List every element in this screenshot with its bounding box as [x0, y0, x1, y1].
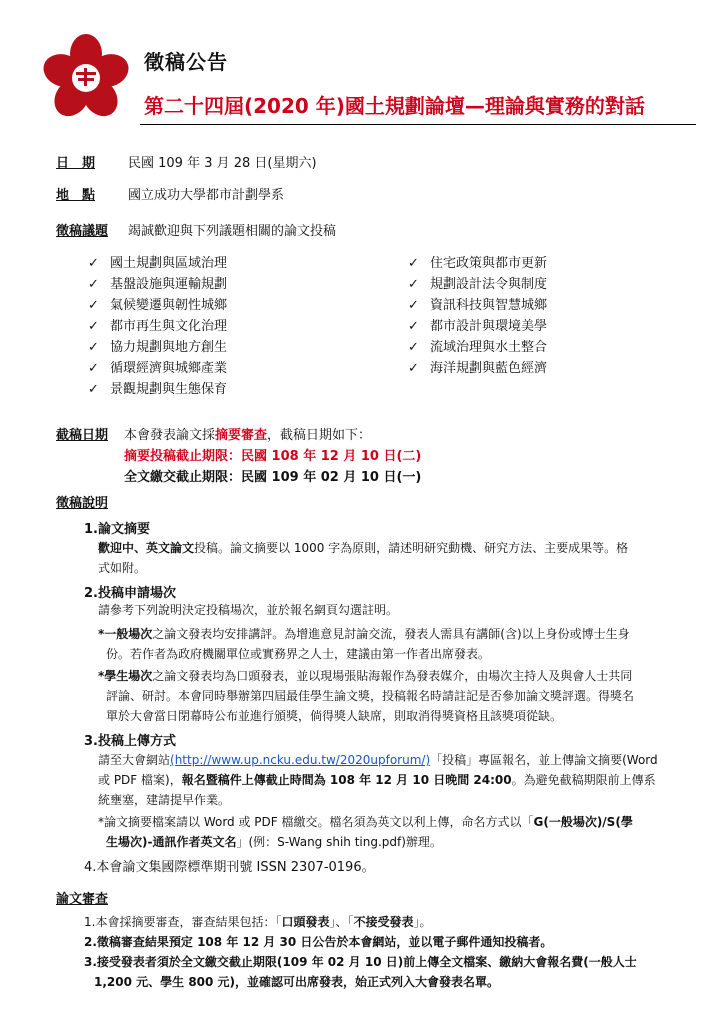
fulltext-deadline: 全文繳交截止期限：民國 109 年 02 月 10 日(一) [124, 470, 422, 485]
check-icon: ✓ [408, 277, 419, 292]
topic-item: ✓ 氣候變遷與韌性城鄉 [88, 298, 228, 313]
topic-item: ✓ 景觀規劃與生態保育 [88, 382, 228, 397]
check-icon: ✓ [408, 361, 419, 376]
forum-title: 第二十四屆(2020 年)國土規劃論壇—理論與實務的對話 [144, 94, 645, 118]
check-icon: ✓ [88, 340, 99, 355]
check-icon: ✓ [408, 340, 419, 355]
issn-note: 4.本會論文集國際標準期刊號 ISSN 2307-0196。 [84, 860, 375, 875]
general-session-text: *一般場次之論文發表均安排講評。為增進意見討論交流，發表人需具有講師(含)以上身份或博士生身 份。若作者為政府機關單位或實務界之人士，建議由第一作者出席發表。 [98, 627, 630, 661]
section-abstract-text: 歡迎中、英文論文投稿。論文摘要以 1000 字為原則，請述明研究動機、研究方法、主要成果等。格 式如附。 [98, 541, 629, 575]
title-divider [140, 124, 696, 125]
deadline-intro: 本會發表論文採摘要審查，截稿日期如下： [124, 428, 372, 443]
topic-item: ✓ 流域治理與水土整合 [408, 340, 548, 355]
check-icon: ✓ [408, 256, 419, 271]
topic-item: ✓ 海洋規劃與藍色經濟 [408, 361, 548, 376]
topic-item: ✓ 都市再生與文化治理 [88, 319, 228, 334]
review-item-3: 3.接受發表者須於全文繳交截止期限(109 年 02 月 10 日)前上傳全文檔案、繳納大會報名費(一般人士 1,200 元、學生 800 元)，並確認可出席發表，始正式列入大會發表名單。 [84, 955, 637, 989]
topic-item: ✓ 循環經濟與城鄉產業 [88, 361, 228, 376]
abstract-deadline: 摘要投稿截止期限：民國 108 年 12 月 10 日(二) [124, 449, 422, 464]
topics-intro: 竭誠歡迎與下列議題相關的論文投稿 [128, 224, 337, 239]
topic-item: ✓ 都市設計與環境美學 [408, 319, 548, 334]
check-icon: ✓ [88, 256, 99, 271]
section-upload-text: 請至大會網站(http://www.up.ncku.edu.tw/2020upforum/)「投稿」專區報名，並上傳論文摘要(Word 或 PDF 檔案)，報名暨稿件上傳截止時間為 108 年 12 月 10 日晚間 24:00。為避免截稿期限前上傳系 統壅塞，建請提早作業。 [98, 753, 658, 807]
topic-item: ✓ 協力規劃與地方創生 [88, 340, 228, 355]
conference-website-link[interactable]: (http://www.up.ncku.edu.tw/2020upforum/) [170, 753, 431, 767]
review-title: 論文審查 [56, 892, 109, 907]
topic-item: ✓ 國土規劃與區域治理 [88, 256, 228, 271]
date-value: 民國 109 年 3 月 28 日(星期六) [128, 156, 317, 171]
explain-title: 徵稿說明 [56, 496, 109, 511]
university-logo [40, 32, 132, 124]
section-session-title: 2.投稿申請場次 [84, 586, 176, 601]
date-label: 日 期 [56, 156, 96, 171]
check-icon: ✓ [88, 277, 99, 292]
place-value: 國立成功大學都市計劃學系 [128, 188, 285, 203]
check-icon: ✓ [88, 361, 99, 376]
section-session-intro: 請參考下列說明決定投稿場次，並於報名網頁勾選註明。 [98, 603, 399, 617]
check-icon: ✓ [408, 298, 419, 313]
check-icon: ✓ [88, 319, 99, 334]
review-item-2: 2.徵稿審查結果預定 108 年 12 月 30 日公告於本會網站，並以電子郵件通知投稿者。 [84, 935, 553, 949]
notice-label: 徵稿公告 [144, 50, 228, 74]
check-icon: ✓ [88, 298, 99, 313]
review-item-1: 1.本會採摘要審查，審查結果包括：「口頭發表」、「不接受發表」。 [84, 915, 432, 929]
section-upload-title: 3.投稿上傳方式 [84, 734, 176, 749]
topic-item: ✓ 住宅政策與都市更新 [408, 256, 548, 271]
topic-item: ✓ 規劃設計法令與制度 [408, 277, 548, 292]
section-abstract-title: 1.論文摘要 [84, 522, 150, 537]
student-session-text: *學生場次之論文發表均為口頭發表，並以現場張貼海報作為發表媒介，由場次主持人及與會人士共同 評論、研討。本會同時舉辦第四屆最佳學生論文獎，投稿報名時請註記是否參加論文獎評選。得獎名 單於大會當日閉幕時公布並進行頒獎，倘得獎人缺席，則取消得獎資格且該獎項從缺。 [98, 669, 635, 723]
place-label: 地 點 [56, 188, 96, 203]
topics-label: 徵稿議題 [56, 224, 109, 239]
check-icon: ✓ [408, 319, 419, 334]
topic-item: ✓ 基盤設施與運輸規劃 [88, 277, 228, 292]
deadline-label: 截稿日期 [56, 428, 109, 443]
topic-item: ✓ 資訊科技與智慧城鄉 [408, 298, 548, 313]
upload-filename-note: *論文摘要檔案請以 Word 或 PDF 檔繳交。檔名須為英文以利上傳，命名方式以「G(一般場次)/S(學 生場次)-通訊作者英文名」(例：S-Wang shih ting.pdf)辦理。 [98, 815, 633, 849]
check-icon: ✓ [88, 382, 99, 397]
